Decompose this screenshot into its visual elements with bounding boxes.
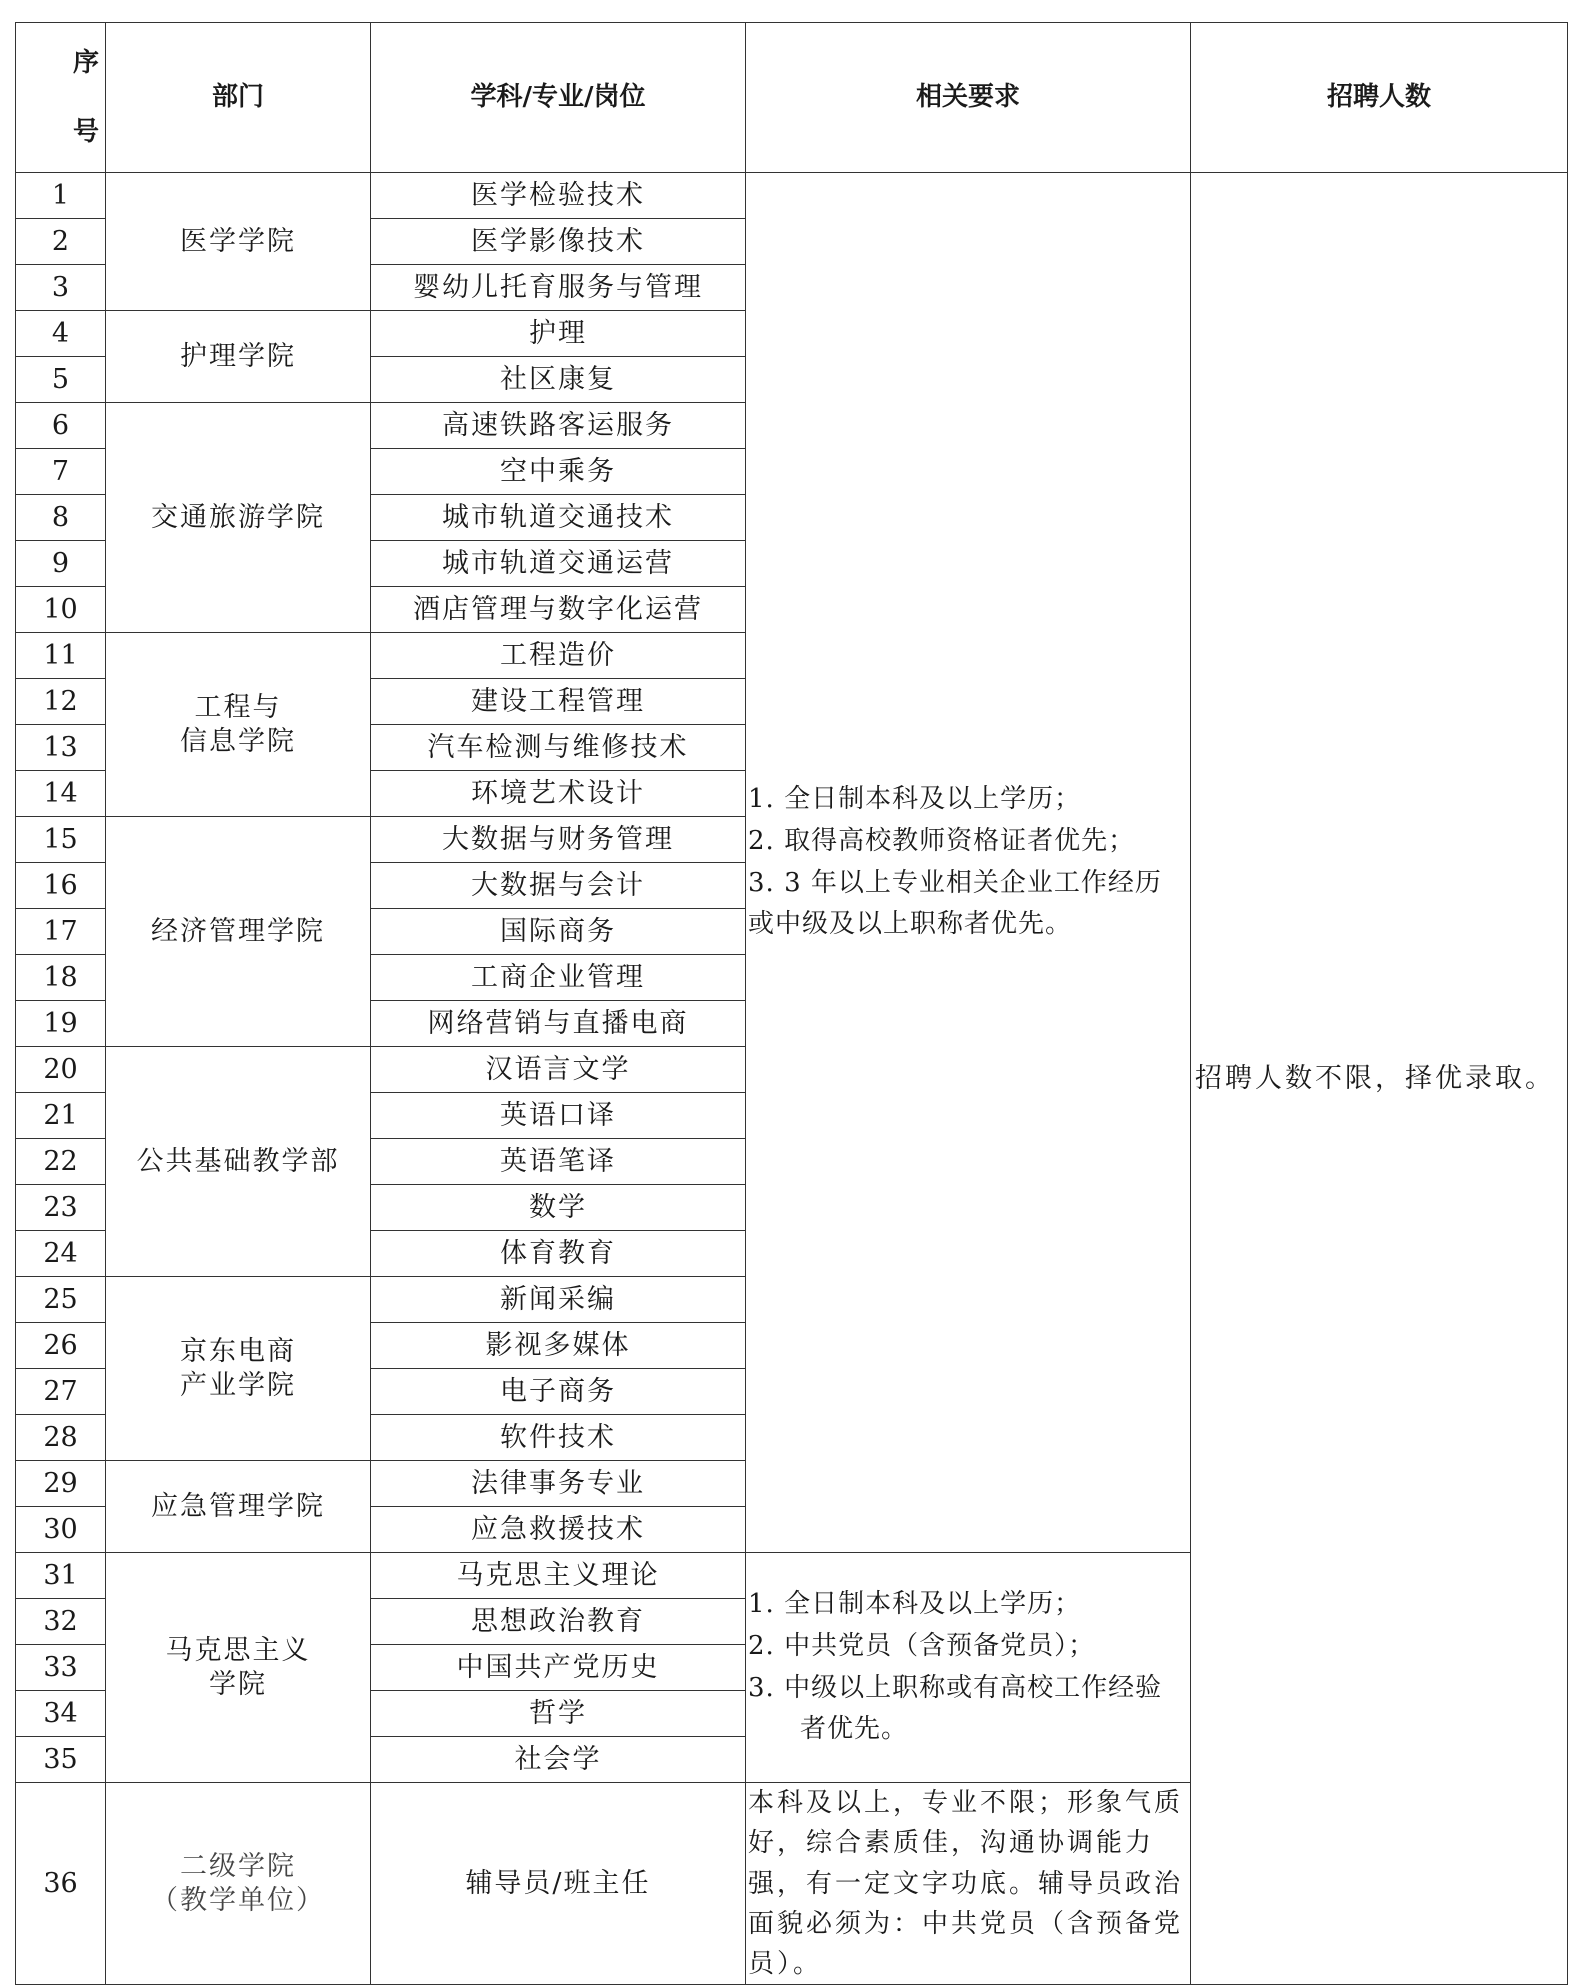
dept-cell-medical: 医学学院	[106, 173, 371, 311]
row-major: 网络营销与直播电商	[371, 1001, 746, 1047]
row-seq: 9	[16, 541, 106, 587]
row-major: 工程造价	[371, 633, 746, 679]
dept-cell-transport: 交通旅游学院	[106, 403, 371, 633]
row-major: 英语口译	[371, 1093, 746, 1139]
row-seq: 17	[16, 909, 106, 955]
dept-cell-nursing: 护理学院	[106, 311, 371, 403]
row-major: 法律事务专业	[371, 1461, 746, 1507]
dept-cell-emergency: 应急管理学院	[106, 1461, 371, 1553]
row-seq: 27	[16, 1369, 106, 1415]
header-seq-line2: 号	[72, 116, 99, 147]
row-seq: 26	[16, 1323, 106, 1369]
row-seq: 16	[16, 863, 106, 909]
row-major: 新闻采编	[371, 1277, 746, 1323]
row-major: 酒店管理与数字化运营	[371, 587, 746, 633]
row-seq: 10	[16, 587, 106, 633]
row-major: 大数据与财务管理	[371, 817, 746, 863]
row-seq: 15	[16, 817, 106, 863]
row-seq: 14	[16, 771, 106, 817]
row-seq: 22	[16, 1139, 106, 1185]
row-seq: 28	[16, 1415, 106, 1461]
requirements-group-3: 本科及以上，专业不限；形象气质好，综合素质佳，沟通协调能力强，有一定文字功底。辅导员政治面貌必须为：中共党员（含预备党员）。	[746, 1783, 1191, 1985]
row-major: 汽车检测与维修技术	[371, 725, 746, 771]
header-seq-line1: 序	[72, 48, 99, 78]
row-seq: 35	[16, 1737, 106, 1783]
row-seq: 29	[16, 1461, 106, 1507]
row-seq: 18	[16, 955, 106, 1001]
requirements-group-2	[746, 1553, 1191, 1783]
header-seq	[16, 23, 106, 173]
row-major: 马克思主义理论	[371, 1553, 746, 1599]
row-seq: 12	[16, 679, 106, 725]
row-major: 社会学	[371, 1737, 746, 1783]
row-seq: 4	[16, 311, 106, 357]
requirement-item: 1. 全日制本科及以上学历；	[748, 784, 1082, 815]
row-seq: 25	[16, 1277, 106, 1323]
row-seq: 13	[16, 725, 106, 771]
requirement-item: 3. 中级以上职称或有高校工作经验者优先。	[748, 1672, 1163, 1745]
row-major: 体育教育	[371, 1231, 746, 1277]
row-seq: 1	[16, 173, 106, 219]
row-major: 应急救援技术	[371, 1507, 746, 1553]
row-major: 英语笔译	[371, 1139, 746, 1185]
dept-cell-marxism: 马克思主义 学院	[106, 1553, 371, 1783]
row-seq: 19	[16, 1001, 106, 1047]
row-major: 中国共产党历史	[371, 1645, 746, 1691]
row-seq: 30	[16, 1507, 106, 1553]
row-seq: 23	[16, 1185, 106, 1231]
requirement-item: 2. 取得高校教师资格证者优先；	[748, 825, 1136, 856]
row-major: 空中乘务	[371, 449, 746, 495]
row-major: 建设工程管理	[371, 679, 746, 725]
row-seq: 7	[16, 449, 106, 495]
row-major: 电子商务	[371, 1369, 746, 1415]
requirement-item: 2. 中共党员（含预备党员）；	[748, 1630, 1096, 1661]
row-seq: 5	[16, 357, 106, 403]
row-seq: 36	[16, 1783, 106, 1985]
header-requirements: 相关要求	[746, 23, 1191, 173]
row-seq: 34	[16, 1691, 106, 1737]
row-major: 医学检验技术	[371, 173, 746, 219]
requirement-item: 1. 全日制本科及以上学历；	[748, 1589, 1082, 1620]
requirements-group-1	[746, 173, 1191, 1553]
dept-cell-public: 公共基础教学部	[106, 1047, 371, 1277]
row-major: 城市轨道交通运营	[371, 541, 746, 587]
row-seq: 32	[16, 1599, 106, 1645]
header-major: 学科/专业/岗位	[371, 23, 746, 173]
row-seq: 20	[16, 1047, 106, 1093]
row-major: 环境艺术设计	[371, 771, 746, 817]
row-seq: 2	[16, 219, 106, 265]
recruitment-table	[15, 22, 1568, 1985]
row-seq: 24	[16, 1231, 106, 1277]
row-major: 护理	[371, 311, 746, 357]
header-dept: 部门	[106, 23, 371, 173]
row-major: 医学影像技术	[371, 219, 746, 265]
count-cell: 招聘人数不限，择优录取。	[1191, 173, 1568, 1985]
row-major: 软件技术	[371, 1415, 746, 1461]
dept-cell-jd: 京东电商 产业学院	[106, 1277, 371, 1461]
row-major: 工商企业管理	[371, 955, 746, 1001]
row-seq: 11	[16, 633, 106, 679]
row-major: 社区康复	[371, 357, 746, 403]
row-seq: 31	[16, 1553, 106, 1599]
row-major: 数学	[371, 1185, 746, 1231]
requirement-item: 3. 3 年以上专业相关企业工作经历或中级及以上职称者优先。	[748, 867, 1162, 940]
row-major: 辅导员/班主任	[371, 1783, 746, 1985]
row-major: 高速铁路客运服务	[371, 403, 746, 449]
row-seq: 6	[16, 403, 106, 449]
row-major: 婴幼儿托育服务与管理	[371, 265, 746, 311]
header-row	[16, 23, 1568, 173]
dept-cell-secondary: 二级学院 （教学单位）	[106, 1783, 371, 1985]
table-row	[16, 173, 1568, 219]
row-seq: 33	[16, 1645, 106, 1691]
row-major: 哲学	[371, 1691, 746, 1737]
row-seq: 21	[16, 1093, 106, 1139]
row-seq: 8	[16, 495, 106, 541]
row-seq: 3	[16, 265, 106, 311]
row-major: 影视多媒体	[371, 1323, 746, 1369]
row-major: 思想政治教育	[371, 1599, 746, 1645]
row-major: 国际商务	[371, 909, 746, 955]
row-major: 城市轨道交通技术	[371, 495, 746, 541]
header-count: 招聘人数	[1191, 23, 1568, 173]
dept-cell-engineering: 工程与 信息学院	[106, 633, 371, 817]
row-major: 汉语言文学	[371, 1047, 746, 1093]
row-major: 大数据与会计	[371, 863, 746, 909]
dept-cell-economics: 经济管理学院	[106, 817, 371, 1047]
